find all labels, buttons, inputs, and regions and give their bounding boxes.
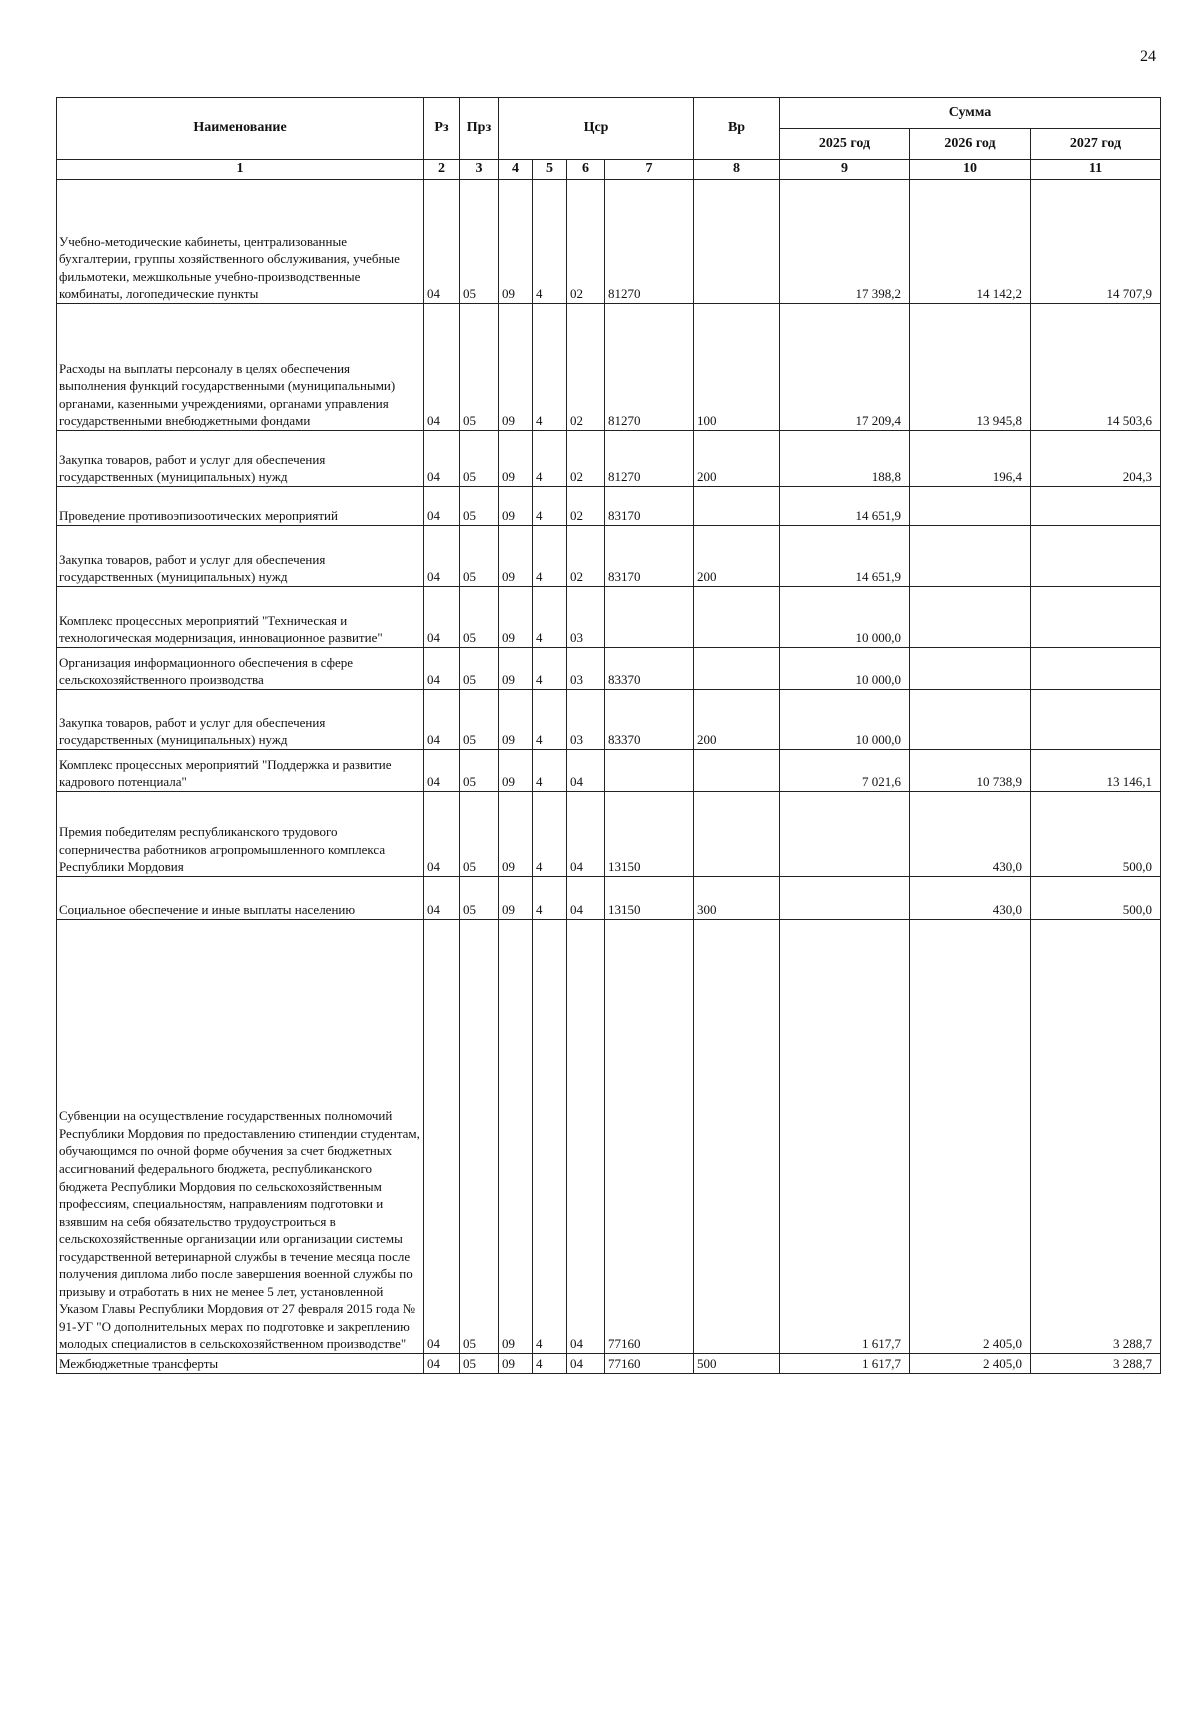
row-rz: 04 xyxy=(424,877,460,920)
row-name: Расходы на выплаты персоналу в целях обеспечения выполнения функций государственными (муниципальными) органами, казенными учреждениями, органами управления государственными внебюджетными фондами xyxy=(57,304,424,431)
row-csr-part-6: 02 xyxy=(567,304,605,431)
row-prz: 05 xyxy=(460,587,499,648)
row-sum-2027: 204,3 xyxy=(1031,431,1161,487)
row-csr-part-5: 4 xyxy=(533,487,567,526)
row-sum-2026: 430,0 xyxy=(910,792,1031,877)
row-prz: 05 xyxy=(460,877,499,920)
row-sum-2027: 500,0 xyxy=(1031,877,1161,920)
column-number: 1 xyxy=(57,160,424,180)
row-csr-part-4: 09 xyxy=(499,304,533,431)
row-vr: 200 xyxy=(694,526,780,587)
row-prz: 05 xyxy=(460,180,499,304)
row-csr-part-6: 04 xyxy=(567,1354,605,1374)
row-name: Комплекс процессных мероприятий "Техническая и технологическая модернизация, инновационное развитие" xyxy=(57,587,424,648)
row-sum-2025: 17 209,4 xyxy=(780,304,910,431)
row-csr-part-7 xyxy=(605,750,694,792)
row-sum-2027 xyxy=(1031,487,1161,526)
column-number: 6 xyxy=(567,160,605,180)
row-name: Социальное обеспечение и иные выплаты населению xyxy=(57,877,424,920)
column-number: 2 xyxy=(424,160,460,180)
header-name: Наименование xyxy=(57,98,424,160)
column-number: 5 xyxy=(533,160,567,180)
header-year-2025: 2025 год xyxy=(780,129,910,160)
row-csr-part-5: 4 xyxy=(533,648,567,690)
row-csr-part-6: 03 xyxy=(567,648,605,690)
table-row xyxy=(57,648,1161,690)
row-sum-2027: 3 288,7 xyxy=(1031,1354,1161,1374)
row-csr-part-7: 81270 xyxy=(605,304,694,431)
row-vr xyxy=(694,648,780,690)
row-vr xyxy=(694,792,780,877)
row-csr-part-4: 09 xyxy=(499,587,533,648)
row-csr-part-6: 02 xyxy=(567,487,605,526)
column-number: 3 xyxy=(460,160,499,180)
row-vr xyxy=(694,487,780,526)
table-row xyxy=(57,877,1161,920)
row-csr-part-6: 02 xyxy=(567,526,605,587)
row-name: Закупка товаров, работ и услуг для обеспечения государственных (муниципальных) нужд xyxy=(57,526,424,587)
row-rz: 04 xyxy=(424,792,460,877)
row-csr-part-7: 77160 xyxy=(605,920,694,1354)
row-sum-2026 xyxy=(910,690,1031,750)
row-rz: 04 xyxy=(424,1354,460,1374)
row-sum-2025 xyxy=(780,877,910,920)
row-csr-part-4: 09 xyxy=(499,526,533,587)
header-year-2026: 2026 год xyxy=(910,129,1031,160)
row-sum-2025: 10 000,0 xyxy=(780,587,910,648)
row-csr-part-7: 83370 xyxy=(605,648,694,690)
column-number: 10 xyxy=(910,160,1031,180)
header-summa: Сумма xyxy=(780,98,1161,129)
header-vr: Вр xyxy=(694,98,780,160)
row-vr: 200 xyxy=(694,690,780,750)
row-csr-part-7: 83170 xyxy=(605,526,694,587)
table-row xyxy=(57,1354,1161,1374)
row-csr-part-6: 04 xyxy=(567,792,605,877)
row-vr: 300 xyxy=(694,877,780,920)
row-sum-2026: 2 405,0 xyxy=(910,920,1031,1354)
row-prz: 05 xyxy=(460,487,499,526)
row-rz: 04 xyxy=(424,304,460,431)
row-vr xyxy=(694,587,780,648)
row-csr-part-5: 4 xyxy=(533,877,567,920)
table-row xyxy=(57,487,1161,526)
row-csr-part-4: 09 xyxy=(499,1354,533,1374)
row-name: Межбюджетные трансферты xyxy=(57,1354,424,1374)
row-sum-2027: 14 707,9 xyxy=(1031,180,1161,304)
row-csr-part-6: 03 xyxy=(567,587,605,648)
table-row xyxy=(57,920,1161,1354)
row-prz: 05 xyxy=(460,792,499,877)
table-row xyxy=(57,690,1161,750)
row-vr xyxy=(694,750,780,792)
page-number: 24 xyxy=(1140,48,1156,65)
column-number: 9 xyxy=(780,160,910,180)
row-sum-2026: 10 738,9 xyxy=(910,750,1031,792)
row-rz: 04 xyxy=(424,587,460,648)
row-csr-part-4: 09 xyxy=(499,180,533,304)
row-prz: 05 xyxy=(460,648,499,690)
row-csr-part-5: 4 xyxy=(533,431,567,487)
row-sum-2025: 1 617,7 xyxy=(780,1354,910,1374)
row-prz: 05 xyxy=(460,750,499,792)
row-csr-part-6: 02 xyxy=(567,431,605,487)
row-sum-2027 xyxy=(1031,690,1161,750)
row-name: Закупка товаров, работ и услуг для обеспечения государственных (муниципальных) нужд xyxy=(57,431,424,487)
row-csr-part-6: 04 xyxy=(567,877,605,920)
row-sum-2026: 13 945,8 xyxy=(910,304,1031,431)
row-csr-part-4: 09 xyxy=(499,877,533,920)
header-prz: Прз xyxy=(460,98,499,160)
row-vr: 100 xyxy=(694,304,780,431)
row-sum-2026 xyxy=(910,648,1031,690)
header-year-2027: 2027 год xyxy=(1031,129,1161,160)
table-row xyxy=(57,750,1161,792)
row-prz: 05 xyxy=(460,1354,499,1374)
row-rz: 04 xyxy=(424,750,460,792)
row-name: Учебно-методические кабинеты, централизованные бухгалтерии, группы хозяйственного обслуживания, учебные фильмотеки, межшкольные учебно-производственные комбинаты, логопедические пункты xyxy=(57,180,424,304)
table-row xyxy=(57,180,1161,304)
row-csr-part-4: 09 xyxy=(499,920,533,1354)
row-prz: 05 xyxy=(460,431,499,487)
row-sum-2025 xyxy=(780,792,910,877)
row-csr-part-5: 4 xyxy=(533,920,567,1354)
row-vr xyxy=(694,920,780,1354)
row-rz: 04 xyxy=(424,180,460,304)
row-sum-2025: 7 021,6 xyxy=(780,750,910,792)
table-row xyxy=(57,792,1161,877)
table-row xyxy=(57,304,1161,431)
row-sum-2025: 14 651,9 xyxy=(780,487,910,526)
row-sum-2027: 3 288,7 xyxy=(1031,920,1161,1354)
row-sum-2026 xyxy=(910,526,1031,587)
row-csr-part-6: 02 xyxy=(567,180,605,304)
row-name: Субвенции на осуществление государственных полномочий Республики Мордовия по предоставлению стипендии студентам, обучающимся по очной форме обучения за счет бюджетных ассигнований федерального бюджета, республиканского бюджета Республики Мордовия по сельскохозяйственным профессиям, специальностям, направлениям подготовки и взявшим на себя обязательство трудоустроиться в сельскохозяйственные организации или организации системы государственной ветеринарной службы в течение месяца после получения диплома либо после завершения военной службы по призыву и отработать в них не менее 5 лет, установленной Указом Главы Республики Мордовия от 27 февраля 2015 года № 91-УГ "О дополнительных мерах по подготовке и закреплению молодых специалистов в сельскохозяйственном производстве" xyxy=(57,920,424,1354)
row-csr-part-5: 4 xyxy=(533,1354,567,1374)
row-name: Премия победителям республиканского трудового соперничества работников агропромышленного комплекса Республики Мордовия xyxy=(57,792,424,877)
row-csr-part-7: 81270 xyxy=(605,431,694,487)
column-number: 8 xyxy=(694,160,780,180)
row-csr-part-4: 09 xyxy=(499,487,533,526)
row-csr-part-7: 83170 xyxy=(605,487,694,526)
row-name: Организация информационного обеспечения в сфере сельскохозяйственного производства xyxy=(57,648,424,690)
row-csr-part-7: 83370 xyxy=(605,690,694,750)
row-csr-part-5: 4 xyxy=(533,304,567,431)
table-row xyxy=(57,587,1161,648)
row-rz: 04 xyxy=(424,648,460,690)
row-rz: 04 xyxy=(424,690,460,750)
row-sum-2027: 13 146,1 xyxy=(1031,750,1161,792)
row-csr-part-7 xyxy=(605,587,694,648)
row-rz: 04 xyxy=(424,920,460,1354)
row-csr-part-4: 09 xyxy=(499,648,533,690)
row-sum-2027 xyxy=(1031,587,1161,648)
row-csr-part-7: 77160 xyxy=(605,1354,694,1374)
row-sum-2025: 1 617,7 xyxy=(780,920,910,1354)
column-number: 7 xyxy=(605,160,694,180)
row-sum-2026: 14 142,2 xyxy=(910,180,1031,304)
row-csr-part-5: 4 xyxy=(533,587,567,648)
row-rz: 04 xyxy=(424,526,460,587)
row-sum-2026 xyxy=(910,487,1031,526)
row-vr: 200 xyxy=(694,431,780,487)
row-csr-part-7: 81270 xyxy=(605,180,694,304)
row-rz: 04 xyxy=(424,431,460,487)
row-rz: 04 xyxy=(424,487,460,526)
budget-table xyxy=(56,97,1161,1374)
row-sum-2025: 10 000,0 xyxy=(780,648,910,690)
row-name: Закупка товаров, работ и услуг для обеспечения государственных (муниципальных) нужд xyxy=(57,690,424,750)
row-csr-part-6: 03 xyxy=(567,690,605,750)
row-sum-2027: 14 503,6 xyxy=(1031,304,1161,431)
row-vr xyxy=(694,180,780,304)
row-prz: 05 xyxy=(460,920,499,1354)
row-csr-part-6: 04 xyxy=(567,750,605,792)
row-sum-2025: 17 398,2 xyxy=(780,180,910,304)
row-prz: 05 xyxy=(460,690,499,750)
row-csr-part-4: 09 xyxy=(499,690,533,750)
row-csr-part-5: 4 xyxy=(533,690,567,750)
row-vr: 500 xyxy=(694,1354,780,1374)
row-csr-part-4: 09 xyxy=(499,431,533,487)
row-csr-part-6: 04 xyxy=(567,920,605,1354)
row-csr-part-4: 09 xyxy=(499,750,533,792)
row-csr-part-5: 4 xyxy=(533,792,567,877)
table-row xyxy=(57,526,1161,587)
row-csr-part-7: 13150 xyxy=(605,877,694,920)
row-sum-2027: 500,0 xyxy=(1031,792,1161,877)
row-csr-part-4: 09 xyxy=(499,792,533,877)
row-sum-2026: 430,0 xyxy=(910,877,1031,920)
header-csr: Цср xyxy=(499,98,694,160)
column-number: 4 xyxy=(499,160,533,180)
row-sum-2025: 14 651,9 xyxy=(780,526,910,587)
row-name: Комплекс процессных мероприятий "Поддержка и развитие кадрового потенциала" xyxy=(57,750,424,792)
row-csr-part-7: 13150 xyxy=(605,792,694,877)
row-csr-part-5: 4 xyxy=(533,526,567,587)
row-sum-2027 xyxy=(1031,526,1161,587)
row-sum-2025: 188,8 xyxy=(780,431,910,487)
row-name: Проведение противоэпизоотических мероприятий xyxy=(57,487,424,526)
row-sum-2026: 196,4 xyxy=(910,431,1031,487)
row-sum-2026: 2 405,0 xyxy=(910,1354,1031,1374)
row-sum-2027 xyxy=(1031,648,1161,690)
row-sum-2026 xyxy=(910,587,1031,648)
table-row xyxy=(57,431,1161,487)
header-rz: Рз xyxy=(424,98,460,160)
column-numbering-row xyxy=(57,160,1161,180)
row-csr-part-5: 4 xyxy=(533,750,567,792)
row-csr-part-5: 4 xyxy=(533,180,567,304)
row-prz: 05 xyxy=(460,304,499,431)
row-sum-2025: 10 000,0 xyxy=(780,690,910,750)
row-prz: 05 xyxy=(460,526,499,587)
column-number: 11 xyxy=(1031,160,1161,180)
